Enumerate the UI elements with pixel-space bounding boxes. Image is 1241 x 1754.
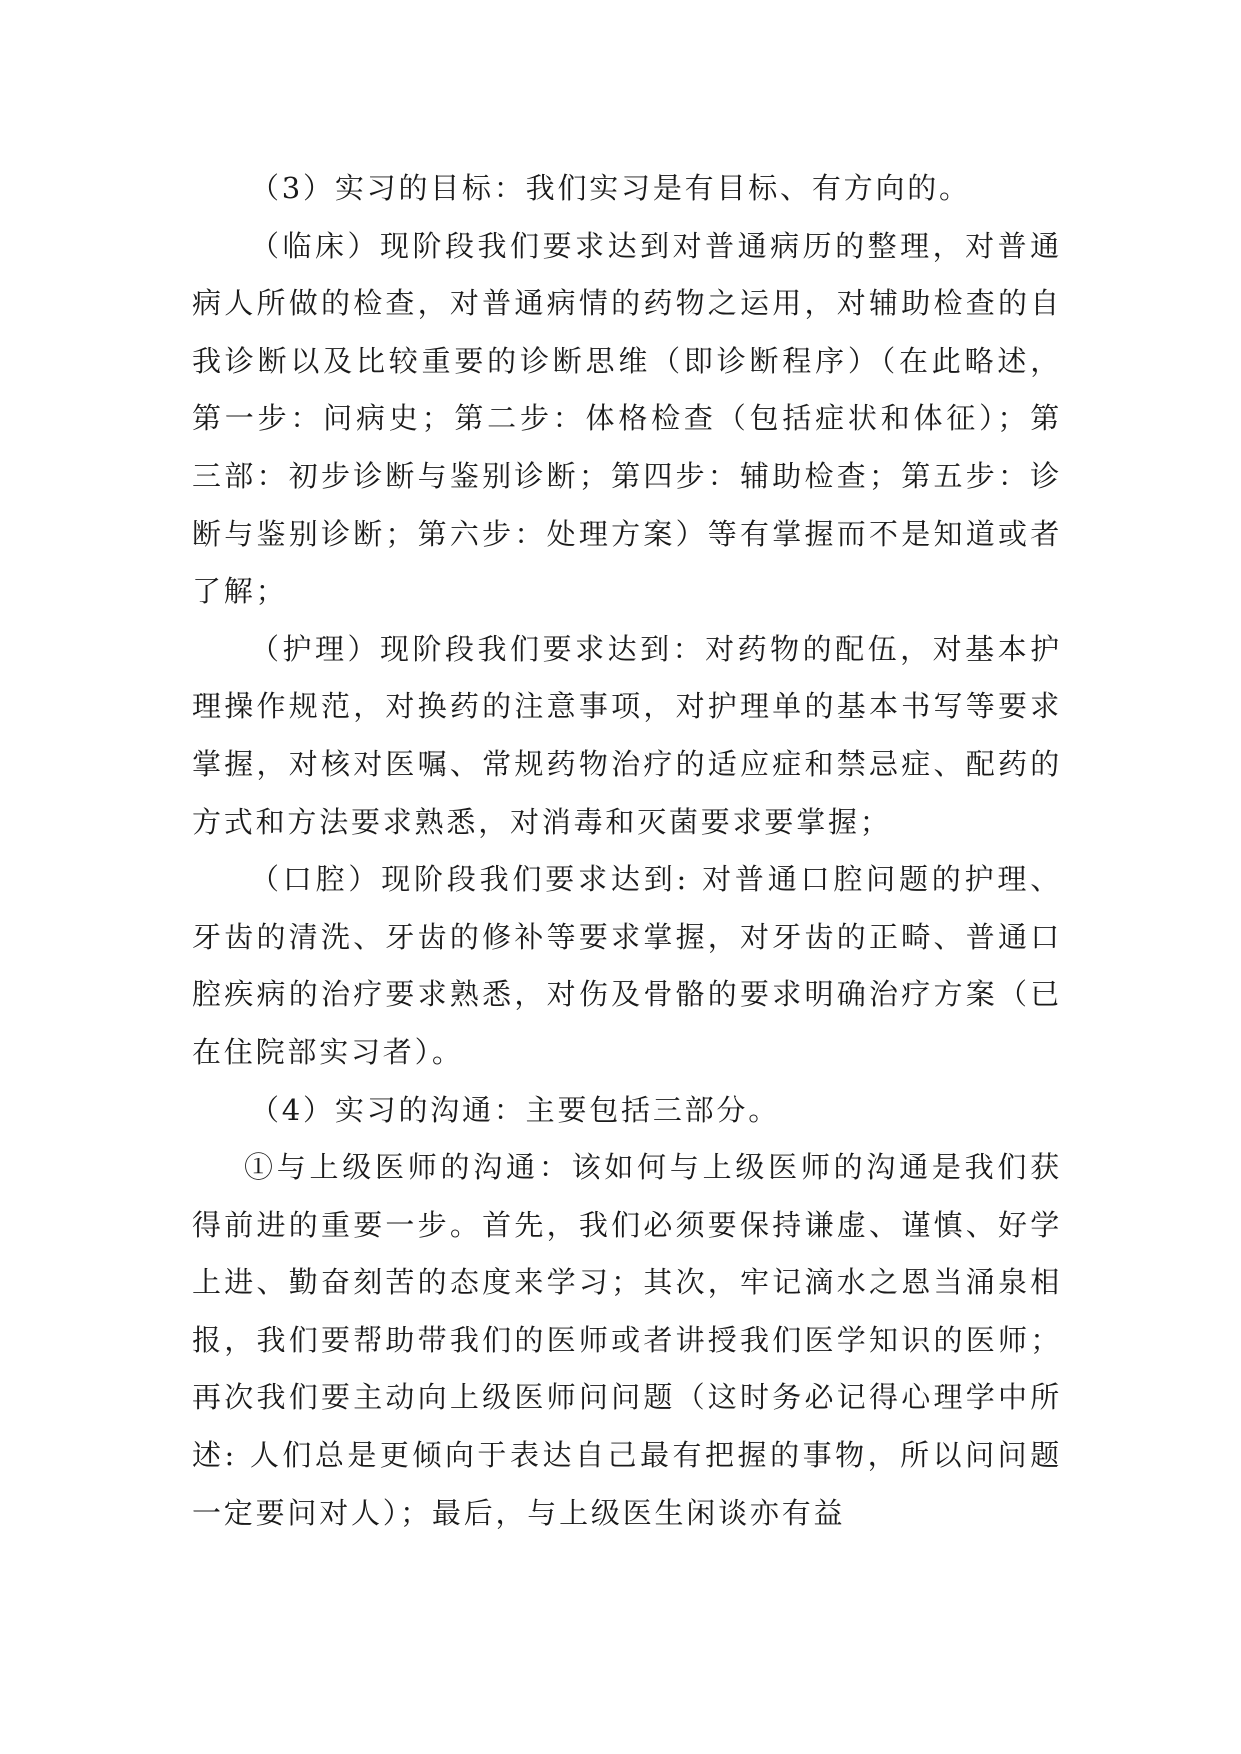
paragraph-oral: （口腔）现阶段我们要求达到: 对普通口腔问题的护理、牙齿的清洗、牙齿的修补等要求掌握，对牙齿的正畸、普通口腔疾病的治疗要求熟悉，对伤及骨骼的要求明确治疗方案（已在住院部实习者）。 <box>192 862 1062 1069</box>
paragraph-internship-goals: （3）实习的目标：我们实习是有目标、有方向的。 <box>250 171 971 205</box>
paragraph-nursing: （护理）现阶段我们要求达到：对药物的配伍，对基本护理操作规范，对换药的注意事项，对护理单的基本书写等要求掌握，对核对医嘱、常规药物治疗的适应症和禁忌症、配药的方式和方法要求熟悉，对消毒和灭菌要求要掌握； <box>192 631 1062 839</box>
paragraph-clinical: （临床）现阶段我们要求达到对普通病历的整理，对普通病人所做的检查，对普通病情的药物之运用，对辅助检查的自我诊断以及比较重要的诊断思维（即诊断程序）（在此略述，第一步：问病史；第二步：体格检查（包括症状和体征）；第三部：初步诊断与鉴别诊断；第四步：辅助检查；第五步：诊断与鉴别诊断；第六步：处理方案）等有掌握而不是知道或者了解； <box>192 228 1062 609</box>
paragraph-supervisor-communication: ①与上级医师的沟通：该如何与上级医师的沟通是我们获得前进的重要一步。首先，我们必须要保持谦虚、谨慎、好学上进、勤奋刻苦的态度来学习；其次，牢记滴水之恩当涌泉相报，我们要帮助带我们的医师或者讲授我们医学知识的医师；再次我们要主动向上级医师问问题（这时务必记得心理学中所述: 人们总是更倾向于表达自己最有把握的事物，所以问问题一定要问对人）；最后，与上级医生闲谈亦有益 <box>192 1150 1062 1530</box>
paragraph-internship-communication: （4）实习的沟通：主要包括三部分。 <box>250 1092 781 1127</box>
document-body <box>192 160 1062 1542</box>
